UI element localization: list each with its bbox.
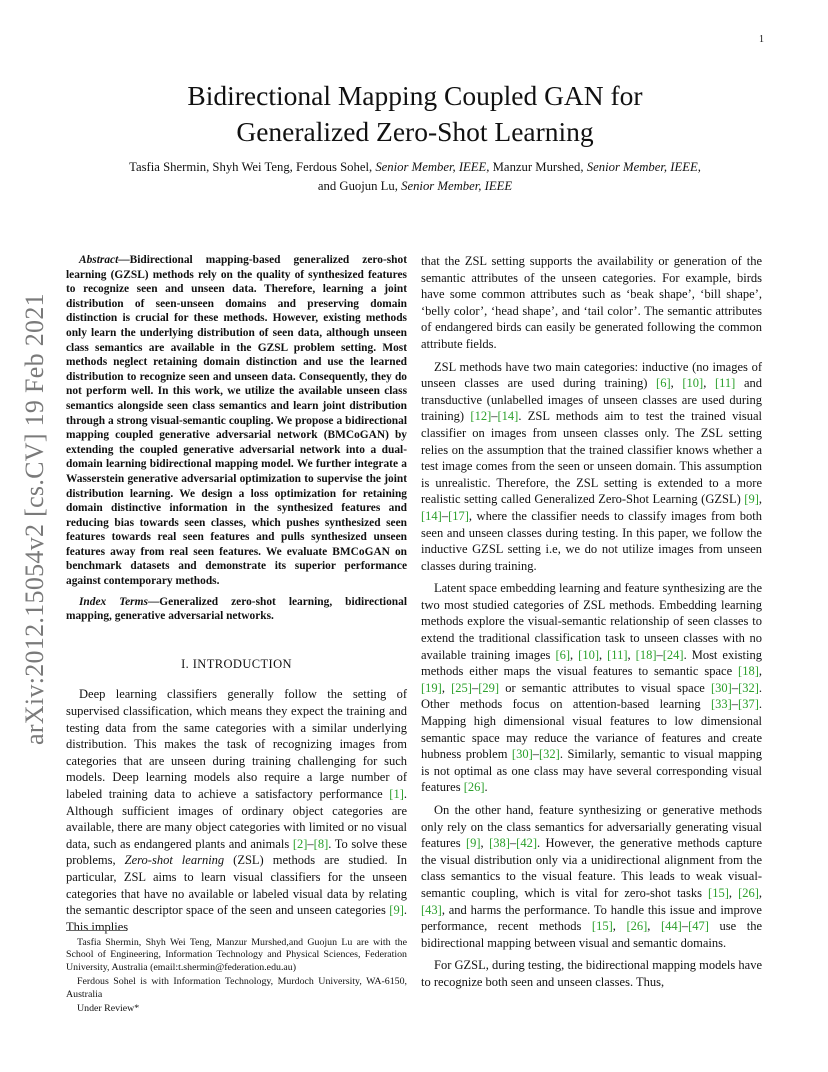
body-text: , and harms the performance. To handle this issue and improve performance, recent methods xyxy=(421,902,762,934)
citation-link[interactable]: [10] xyxy=(682,376,704,391)
section-numeral: I. xyxy=(181,656,193,671)
body-text: – xyxy=(509,836,517,851)
body-text: – xyxy=(491,409,498,424)
citation-link[interactable]: [26] xyxy=(738,885,759,900)
citation-link[interactable]: [2] xyxy=(292,836,308,851)
body-text: , xyxy=(441,680,452,695)
citation-link[interactable]: [47] xyxy=(688,919,709,934)
citation-link[interactable]: [6] xyxy=(656,376,671,391)
citation-link[interactable]: [1] xyxy=(389,787,404,801)
author-list xyxy=(66,158,764,196)
title-line-2: Generalized Zero-Shot Learning xyxy=(236,116,594,147)
citation-link[interactable]: [32] xyxy=(738,680,759,695)
footnote-review-status: Under Review* xyxy=(77,1003,140,1015)
body-text: . This implies xyxy=(66,903,407,934)
body-text: . Although sufficient images of ordinary object categories are available, there are many object categories with limited or no visual data, such as endangered plants and animals xyxy=(66,787,407,851)
body-text: . xyxy=(484,780,488,795)
title-line-1: Bidirectional Mapping Coupled GAN for xyxy=(187,80,643,111)
citation-link[interactable]: [18] xyxy=(635,647,657,662)
authors-part-2: Manzur Murshed, xyxy=(489,160,587,174)
footnote-affiliation-1: Tasfia Shermin, Shyh Wei Teng, Manzur Murshed,and Guojun Lu are with the School of Engineering, Information Technology and Physical Sciences, Federation University, Australia (email:t.shermin@federation.edu.au) xyxy=(66,937,407,973)
citation-link[interactable]: [17] xyxy=(448,508,469,523)
footnotes xyxy=(66,937,407,1017)
body-text: , xyxy=(758,664,762,679)
citation-link[interactable]: [44] xyxy=(661,919,682,934)
body-text: . However, the generative methods capture the visual distribution only via a unidirectional alignment from the class semantics to the visual feature. This leads to weak visual-semantic coupling, which is vital for zero-shot tasks xyxy=(421,836,763,900)
intro-paragraph-5: For GZSL, during testing, the bidirectional mapping models have to recognize both seen and unseen classes. Thus, xyxy=(421,958,762,989)
abstract xyxy=(66,253,407,589)
body-text: and transductive (unlabelled images of unseen classes are used during training) xyxy=(421,376,762,424)
citation-link[interactable]: [18] xyxy=(738,664,759,679)
authors-part-1: Tasfia Shermin, Shyh Wei Teng, Ferdous Sohel, xyxy=(129,160,376,174)
body-text: . ZSL methods aim to test the trained visual classifier on images from unseen classes only. The ZSL setting relies on the assumption that the trained classifier knows whether a test image comes from the seen or unseen domain. This assumption is unrealistic. Therefore, the ZSL setting is extended to a more realistic setting called Generalized Zero-Shot Learning (GZSL) xyxy=(421,409,763,507)
body-text: , xyxy=(670,376,683,391)
footnote-affiliation-2: Ferdous Sohel is with Information Technology, Murdoch University, WA-6150, Australia xyxy=(66,976,407,1000)
body-text: or semantic attributes to visual space xyxy=(499,680,711,695)
body-text: , xyxy=(570,647,579,662)
citation-link[interactable]: [37] xyxy=(738,697,759,712)
citation-link[interactable]: [12] xyxy=(470,409,492,424)
body-text: – xyxy=(471,680,479,695)
citation-link[interactable]: [30] xyxy=(511,747,533,762)
citation-link[interactable]: [38] xyxy=(489,836,510,851)
body-text: . Mapping high dimensional visual features to low dimensional semantic space may reduce the variance of features and create hubness problem xyxy=(421,697,762,762)
section-heading-introduction xyxy=(66,656,407,673)
body-text: . Other methods focus on attention-based learning xyxy=(421,680,763,712)
citation-link[interactable]: [14] xyxy=(497,409,519,424)
page-number: 1 xyxy=(759,34,764,45)
citation-link[interactable]: [14] xyxy=(421,508,442,523)
body-text: use the bidirectional mapping between visual and semantic domains. xyxy=(421,919,763,950)
body-text: , xyxy=(758,492,762,507)
citation-link[interactable]: [11] xyxy=(714,376,736,391)
citation-link[interactable]: [11] xyxy=(607,647,628,662)
right-column xyxy=(421,253,762,997)
section-first-letter: I xyxy=(192,656,198,671)
body-text: – xyxy=(656,647,663,662)
author-role-1: Senior Member, IEEE, xyxy=(375,160,490,174)
body-text: , xyxy=(647,919,662,934)
body-text: . To solve these problems, xyxy=(66,836,407,868)
left-column xyxy=(66,253,407,941)
citation-link[interactable]: [8] xyxy=(313,836,329,851)
authors-part-3: and Guojun Lu, xyxy=(317,179,402,193)
citation-link[interactable]: [33] xyxy=(710,697,732,712)
arxiv-identifier-stamp[interactable]: arXiv:2012.15054v2 [cs.CV] 19 Feb 2021 xyxy=(20,293,49,745)
citation-link[interactable]: [6] xyxy=(555,647,571,662)
body-text: . Most existing methods either maps the visual features to semantic space xyxy=(421,647,762,679)
intro-paragraph-4 xyxy=(421,802,762,951)
citation-link[interactable]: [26] xyxy=(626,919,648,934)
abstract-text: —Bidirectional mapping-based generalized zero-shot learning (GZSL) methods rely on the quality of synthesized features to recognize seen and unseen data. Therefore, learning a joint distribution of seen-unseen domains and preserving domain distinction is crucial for these methods. However, existing methods only learn the underlying distribution of seen data, although unseen class semantics are available in the GZSL problem setting. Most methods neglect retaining domain distinction and use the learned distribution to recognize seen and unseen data. Consequently, they do not perform well. In this work, we utilize the available unseen class semantics alongside seen class semantics and learn joint distribution through a strong visual-semantic coupling. We propose a bidirectional mapping coupled generative adversarial network (BMCoGAN) by extending the coupled generative adversarial network into a dual-domain learning bidirectional mapping model. We further integrate a Wasserstein generative adversarial optimization to supervise the joint distribution learning. We design a loss optimization for retaining domain distinctive information in the synthesized features and reducing bias towards seen classes, which pushes synthesized seen features towards real seen features and pulls synthesized unseen features away from real seen features. We evaluate BMCoGAN on benchmark datasets and demonstrate its superior performance against contemporary methods. xyxy=(66,254,407,588)
citation-link[interactable]: [42] xyxy=(516,836,537,851)
body-text: – xyxy=(681,919,689,934)
citation-link[interactable]: [24] xyxy=(662,647,684,662)
body-text: – xyxy=(731,697,739,712)
section-rest: NTRODUCTION xyxy=(197,656,292,671)
citation-link[interactable]: [26] xyxy=(463,780,485,795)
citation-link[interactable]: [25] xyxy=(451,680,472,695)
intro-paragraph-1-continued: that the ZSL setting supports the availability or generation of the semantic attributes of the unseen categories. For example, birds have some common attributes such as ‘beak shape’, ‘bill shape’, ‘belly color’, ‘head shape’, and ‘tail color’. The semantic attributes of endangered birds can easily be generated following the common attribute fields. xyxy=(421,254,762,351)
footnote-divider xyxy=(66,930,126,931)
author-role-2: Senior Member, IEEE, xyxy=(586,160,701,174)
citation-link[interactable]: [9] xyxy=(744,492,759,507)
citation-link[interactable]: [9] xyxy=(465,836,481,851)
body-text: , xyxy=(599,647,608,662)
body-text: , where the classifier needs to classify images from both seen and unseen classes during testing. In this paper, we follow the inductive GZSL setting i.e, we do not utilize images from unseen classes during training. xyxy=(421,508,762,573)
body-text: ZSL methods have two main categories: inductive (no images of unseen classes are used during training) xyxy=(421,359,762,391)
body-text: , xyxy=(480,836,490,851)
citation-link[interactable]: [15] xyxy=(708,885,729,900)
intro-paragraph-2 xyxy=(421,359,762,575)
author-role-3: Senior Member, IEEE xyxy=(401,179,513,193)
abstract-label: Abstract xyxy=(79,254,119,266)
body-text: . Similarly, semantic to visual mapping is not optimal as one class may have several corresponding visual features xyxy=(421,747,763,795)
citation-link[interactable]: [19] xyxy=(421,680,442,695)
intro-paragraph-1 xyxy=(66,686,407,935)
citation-link[interactable]: [15] xyxy=(591,919,613,934)
body-text: , xyxy=(703,376,715,391)
index-terms-label: Index Terms xyxy=(79,595,148,608)
body-text: Latent space embedding learning and feature synthesizing are the two most studied categories of ZSL methods. Embedding learning methods explore the visual-semantic relationship of seen classes to extend the traditional classification task to unseen classes with no available training images xyxy=(421,581,762,662)
emphasis-text: Zero-shot learning xyxy=(124,853,225,868)
intro-paragraph-3 xyxy=(421,580,762,796)
citation-link[interactable]: [30] xyxy=(710,680,732,695)
body-text: – xyxy=(532,747,539,762)
citation-link[interactable]: [43] xyxy=(421,902,442,917)
citation-link[interactable]: [32] xyxy=(539,747,560,762)
body-text: – xyxy=(731,680,739,695)
body-text: On the other hand, feature synthesizing or generative methods only rely on the class semantics for adversarially generating visual features xyxy=(421,803,762,851)
body-text: – xyxy=(307,836,314,851)
body-text: , xyxy=(627,647,636,662)
body-text: , xyxy=(612,919,627,934)
body-text: (ZSL) methods are studied. In particular, ZSL aims to learn visual classifiers for the unseen categories that have no available or labeled visual data by relating the semantic descriptor space of the seen and unseen categories xyxy=(66,853,407,918)
citation-link[interactable]: [29] xyxy=(478,680,500,695)
body-text: , xyxy=(728,885,739,900)
index-terms xyxy=(66,595,407,624)
body-text: – xyxy=(441,508,449,523)
citation-link[interactable]: [10] xyxy=(578,647,599,662)
body-text: Deep learning classifiers generally follow the setting of supervised classification, which means they expect the training and testing data from the same categories with a similar underlying distribution. This makes the task of recognizing images from categories that are unseen during training challenging for such models. Deep learning models also require a large number of labeled training data to achieve a satisfactory performance xyxy=(66,687,407,801)
paper-title xyxy=(70,78,760,150)
body-text: , xyxy=(758,885,763,900)
citation-link[interactable]: [9] xyxy=(389,903,404,918)
index-terms-text: —Generalized zero-shot learning, bidirectional mapping, generative adversarial networks. xyxy=(66,595,407,623)
